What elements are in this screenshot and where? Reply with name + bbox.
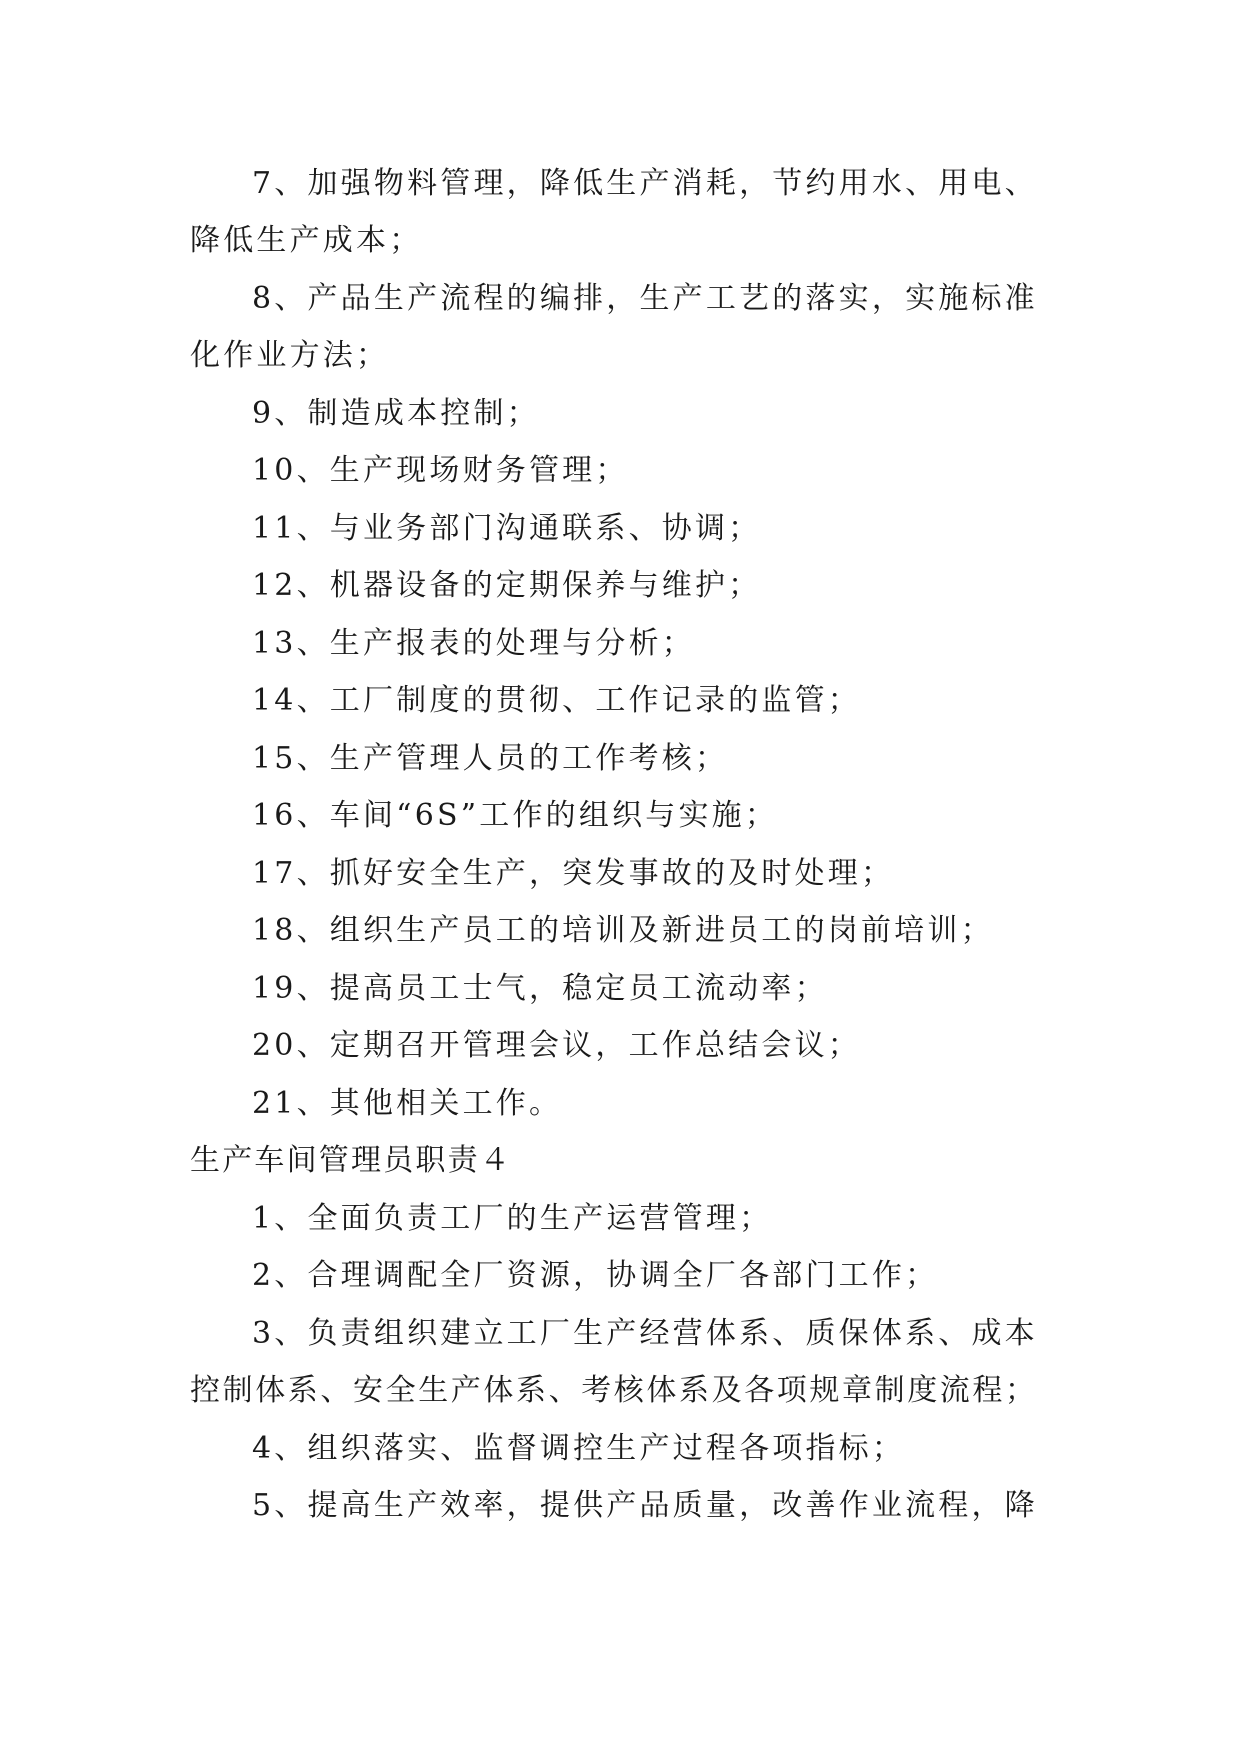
list-item-9: 9、制造成本控制；	[252, 396, 540, 431]
list-item-15: 15、生产管理人员的工作考核；	[252, 741, 729, 776]
list-item-4: 4、组织落实、监督调控生产过程各项指标；	[252, 1431, 906, 1466]
list-item-10: 10、生产现场财务管理；	[252, 453, 629, 488]
list-item-2: 2、合理调配全厂资源，协调全厂各部门工作；	[252, 1258, 939, 1293]
list-item-19: 19、提高员工士气，稳定员工流动率；	[252, 971, 828, 1006]
list-item-3: 3、负责组织建立工厂生产经营体系、质保体系、成本	[252, 1316, 1038, 1351]
list-item-8: 8、产品生产流程的编排，生产工艺的落实，实施标准	[252, 281, 1038, 316]
list-item-7-continued: 降低生产成本；	[190, 223, 423, 258]
list-item-16: 16、车间“6S”工作的组织与实施；	[252, 798, 779, 833]
list-item-12: 12、机器设备的定期保养与维护；	[252, 568, 762, 603]
list-item-5: 5、提高生产效率，提供产品质量，改善作业流程，降	[252, 1488, 1038, 1523]
list-item-11: 11、与业务部门沟通联系、协调；	[252, 511, 762, 546]
section-heading: 生产车间管理员职责４	[190, 1143, 512, 1178]
list-item-14: 14、工厂制度的贯彻、工作记录的监管；	[252, 683, 861, 718]
list-item-21: 21、其他相关工作。	[252, 1086, 563, 1121]
list-item-20: 20、定期召开管理会议，工作总结会议；	[252, 1028, 861, 1063]
list-item-13: 13、生产报表的处理与分析；	[252, 626, 695, 661]
list-item-8-continued: 化作业方法；	[190, 338, 390, 373]
list-item-3-continued: 控制体系、安全生产体系、考核体系及各项规章制度流程；	[190, 1373, 1038, 1408]
list-item-18: 18、组织生产员工的培训及新进员工的岗前培训；	[252, 913, 994, 948]
list-item-7: 7、加强物料管理，降低生产消耗，节约用水、用电、	[252, 166, 1038, 201]
list-item-17: 17、抓好安全生产，突发事故的及时处理；	[252, 856, 895, 891]
list-item-1: 1、全面负责工厂的生产运营管理；	[252, 1201, 773, 1236]
